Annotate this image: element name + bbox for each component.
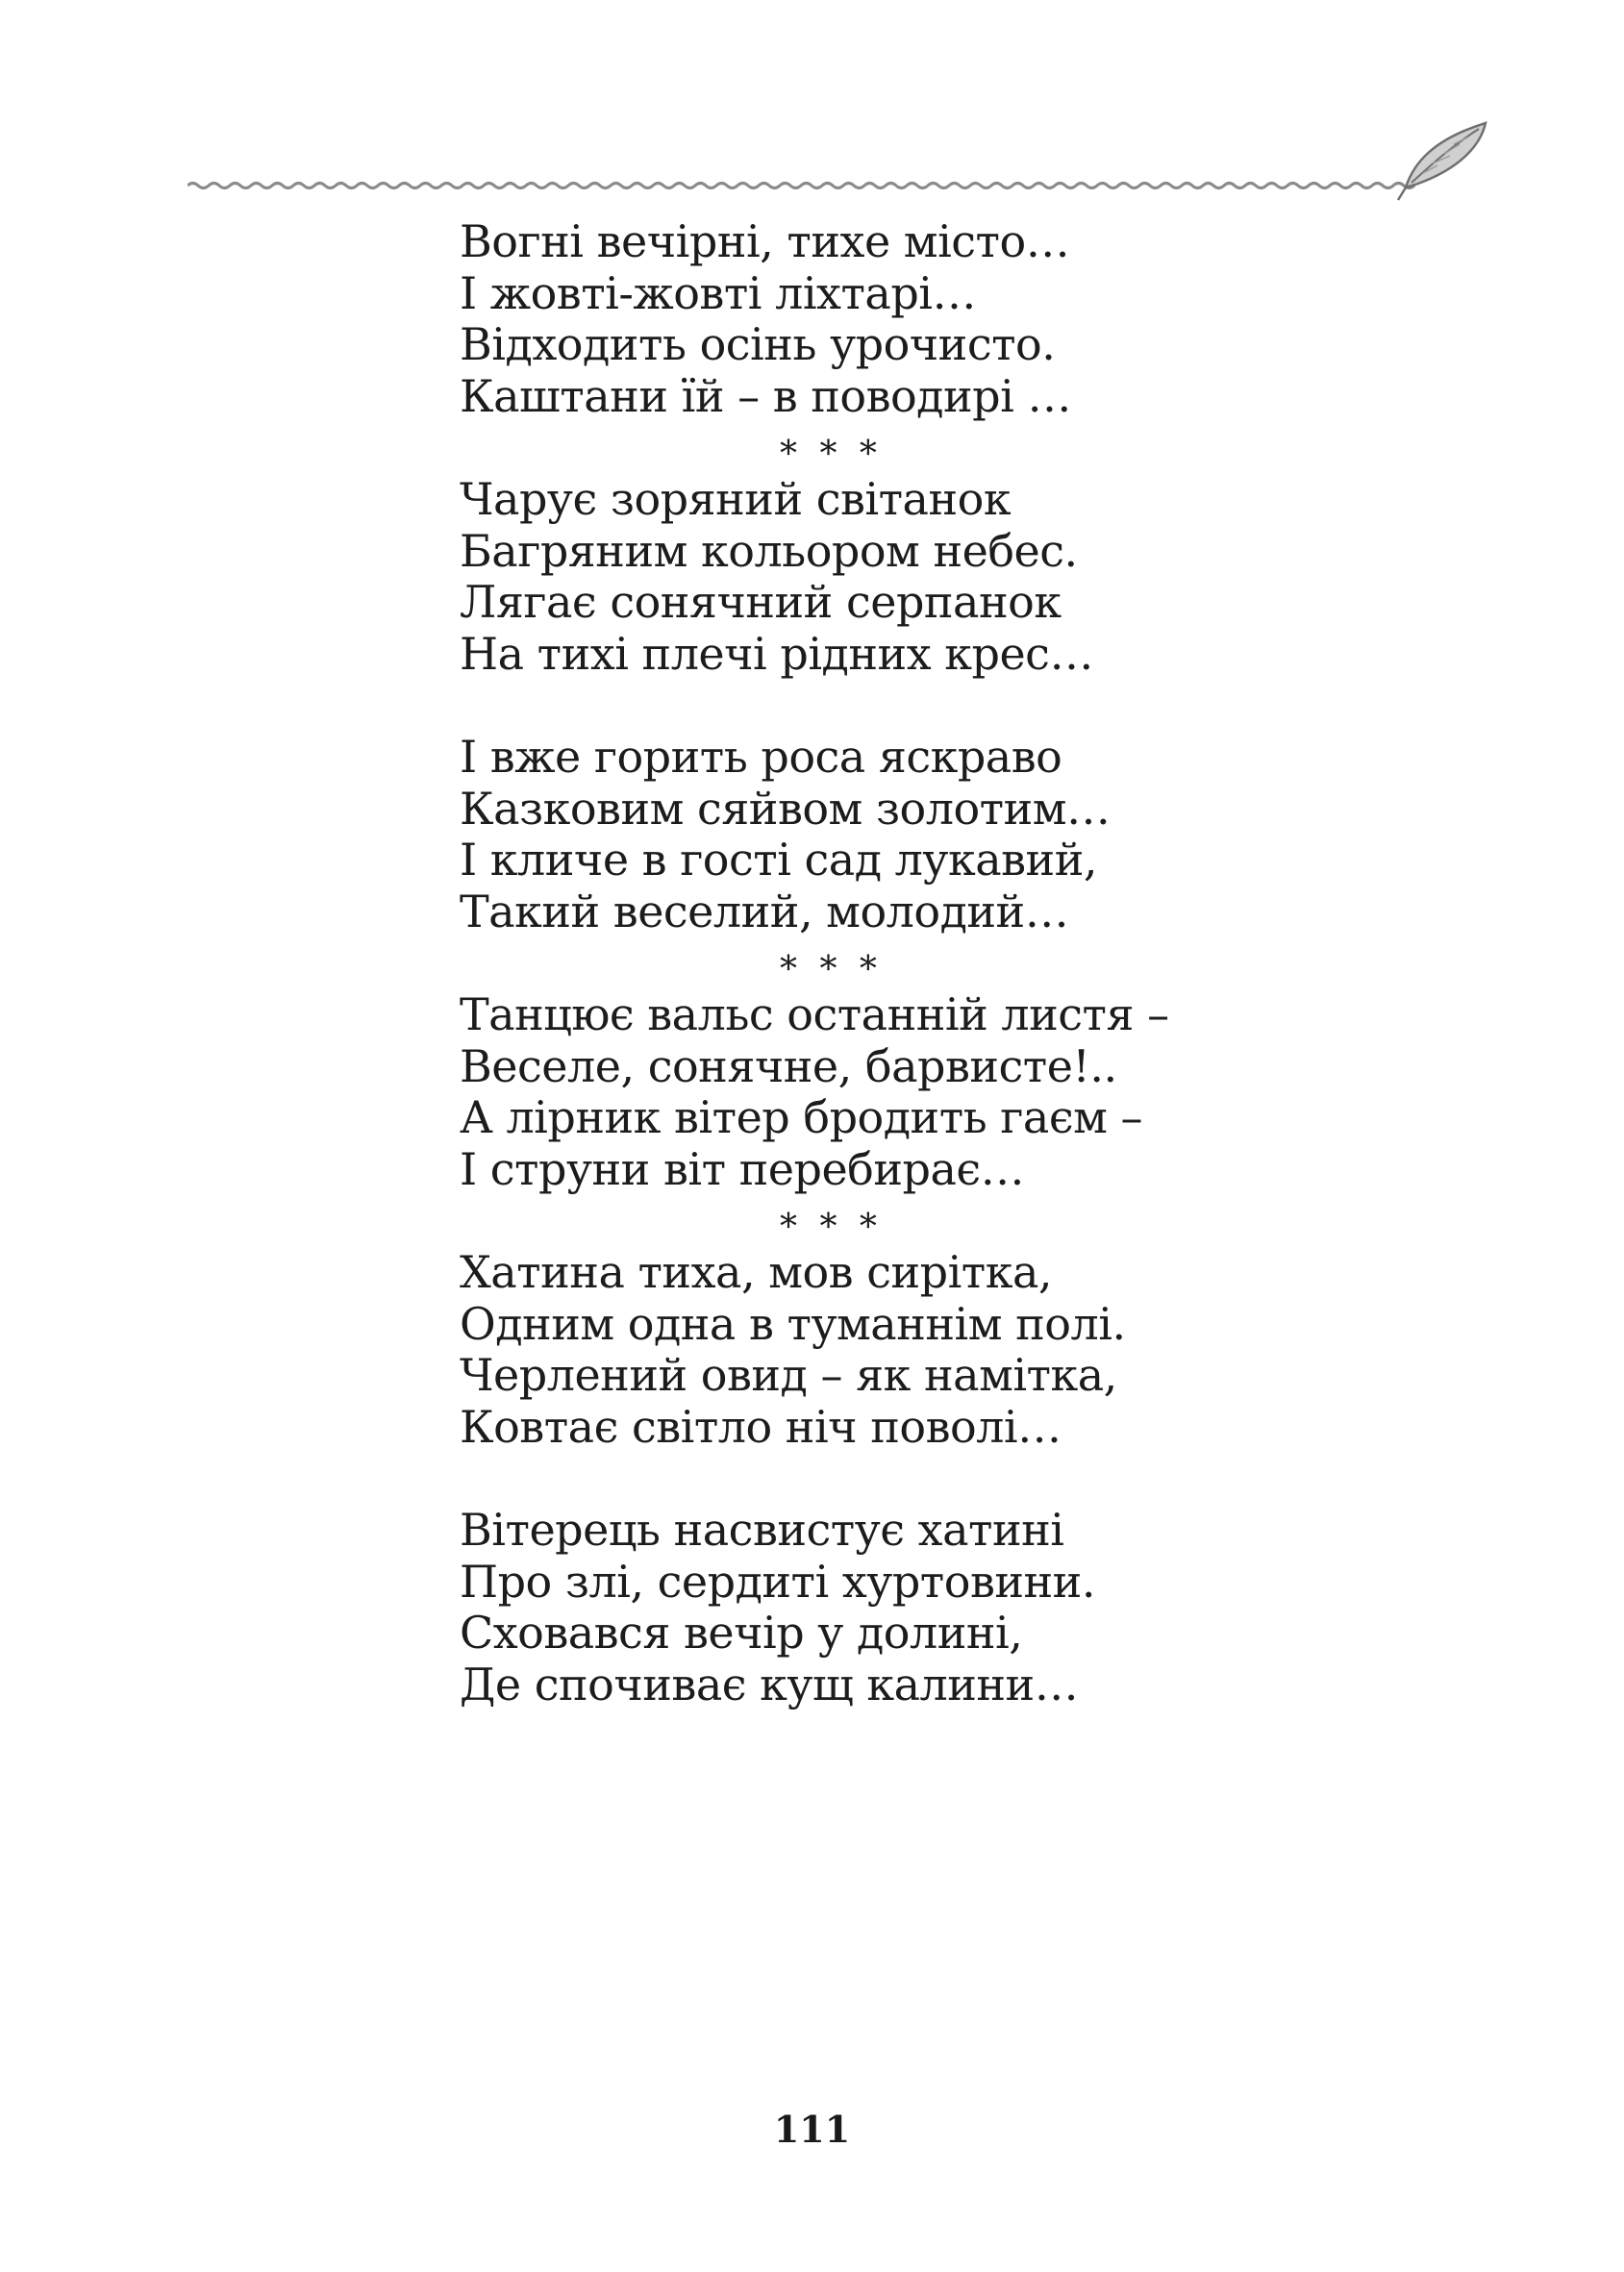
poem-line: Багряним кольором небес.: [460, 524, 1078, 577]
stanza-gap: [460, 680, 1325, 732]
poem-line: Про злі, сердиті хуртовини.: [460, 1555, 1095, 1608]
poem-line: На тихі плечі рідних крес…: [460, 627, 1093, 680]
stanza: [460, 1247, 1325, 1453]
stanza: [460, 989, 1325, 1195]
stanza-separator: * * *: [780, 435, 883, 474]
stanza: [460, 474, 1325, 680]
poem-line: Черлений овид – як намітка,: [460, 1349, 1117, 1401]
poem-line: Відходить осінь урочисто.: [460, 318, 1056, 370]
poem-line: Де спочиває кущ калини…: [460, 1658, 1079, 1710]
wavy-line-icon: [187, 184, 1414, 188]
poem-line: Хатина тиха, мов сирітка,: [460, 1246, 1053, 1298]
header-wavy-line-feather-ornament: [187, 111, 1495, 207]
stanza-separator: * * *: [780, 1208, 883, 1247]
page-number: 111: [773, 2108, 851, 2151]
poem-line: І вже горить роса яскраво: [460, 731, 1062, 783]
poem-line: Веселе, сонячне, барвисте!..: [460, 1039, 1117, 1092]
poem-line: Вогні вечірні, тихе місто…: [460, 215, 1070, 267]
poem-line: Ковтає світло ніч поволі…: [460, 1400, 1062, 1453]
poem-line: А лірник вітер бродить гаєм –: [460, 1091, 1142, 1143]
poem-line: Вітерець насвистує хатині: [460, 1504, 1064, 1556]
poem-line: Каштани їй – в поводирі …: [460, 369, 1071, 422]
poem-text: [460, 216, 1325, 1710]
poem-line: Чарує зоряний світанок: [460, 473, 1012, 525]
poem-line: І кличе в гості сад лукавий,: [460, 834, 1097, 886]
poem-line: Такий веселий, молодий…: [460, 885, 1069, 937]
poem-line: Лягає сонячний серпанок: [460, 576, 1062, 628]
poem-line: Танцює вальс останній листя –: [460, 988, 1169, 1040]
stanza: [460, 1505, 1325, 1710]
poem-line: Сховався вечір у долині,: [460, 1607, 1023, 1659]
stanza-separator: * * *: [780, 950, 883, 989]
poem-line: Одним одна в туманнім полі.: [460, 1297, 1126, 1350]
poem-line: І струни віт перебирає…: [460, 1142, 1025, 1195]
poem-line: Казковим сяйвом золотим…: [460, 782, 1111, 835]
stanza: [460, 216, 1325, 422]
stanza-gap: [460, 1453, 1325, 1505]
stanza: [460, 732, 1325, 937]
poem-line: І жовті-жовті ліхтарі…: [460, 266, 977, 319]
